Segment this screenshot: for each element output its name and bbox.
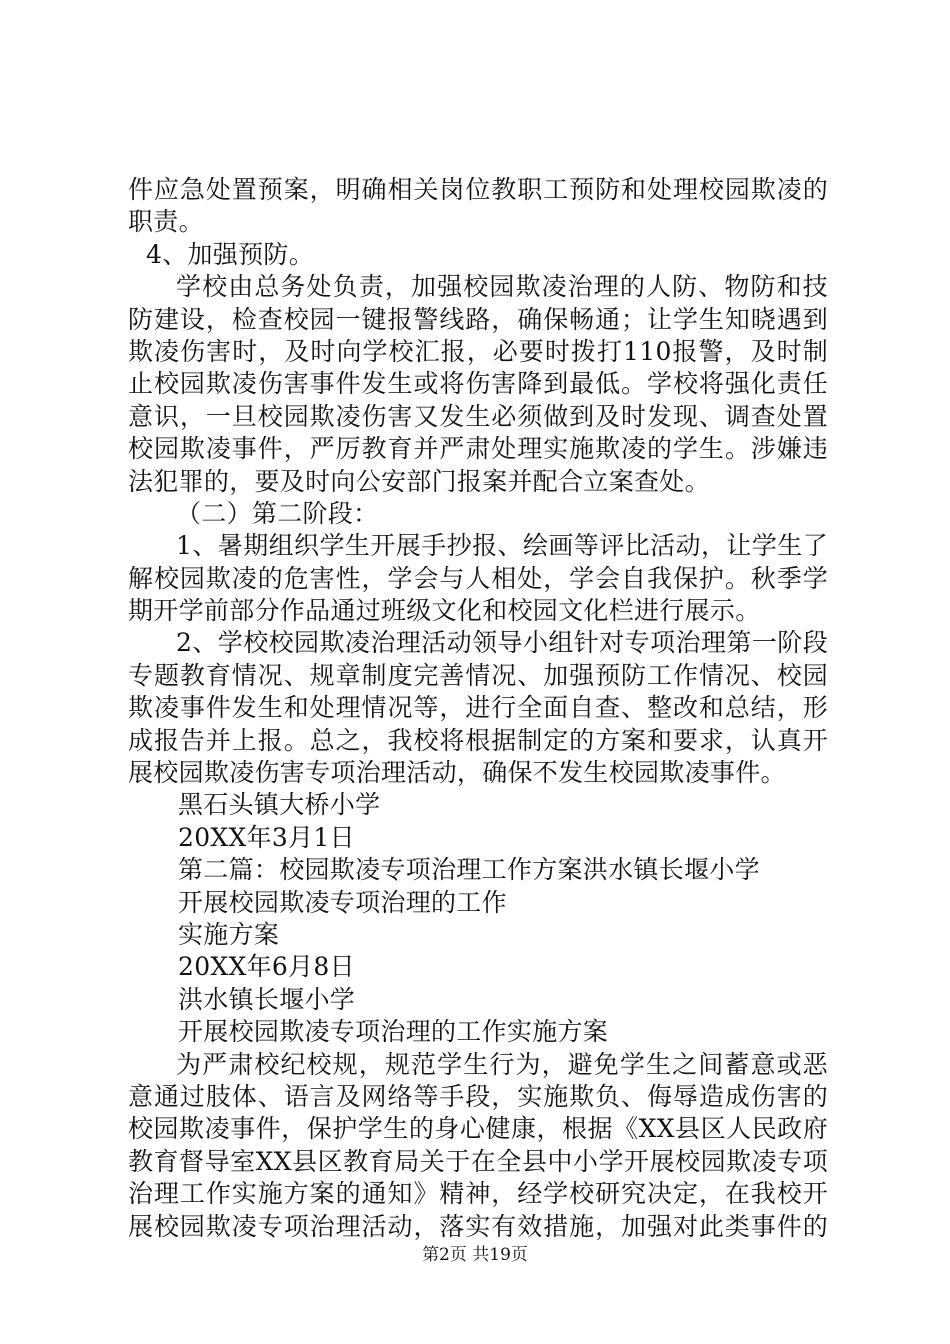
signature-school: 黑石头镇大桥小学 [178, 790, 381, 820]
section-heading: 4、加强预防。 [146, 239, 315, 269]
date-line: 20XX年6月8日 [178, 952, 355, 982]
text-line: 欺凌伤害时，及时向学校汇报，必要时拨打110报警，及时制 [128, 336, 828, 366]
text-line: 专题教育情况、规章制度完善情况、加强预防工作情况、校园 [128, 660, 828, 690]
text-line: 解校园欺凌的危害性，学会与人相处，学会自我保护。秋季学 [128, 563, 828, 593]
school-line: 洪水镇长堰小学 [178, 984, 356, 1014]
text-line: 意识，一旦校园欺凌伤害又发生必须做到及时发现、调查处置 [128, 401, 828, 431]
text-line: 法犯罪的，要及时向公安部门报案并配合立案查处。 [128, 466, 710, 496]
text-line: 校园欺凌事件，严厉教育并严肃处理实施欺凌的学生。涉嫌违 [128, 434, 828, 464]
text-line: 期开学前部分作品通过班级文化和校园文化栏进行展示。 [128, 596, 761, 626]
text-line: 1、暑期组织学生开展手抄报、绘画等评比活动，让学生了 [176, 531, 828, 561]
chapter-title: 第二篇：校园欺凌专项治理工作方案洪水镇长堰小学 [178, 855, 760, 885]
title-line: 实施方案 [178, 919, 280, 949]
text-line: 治理工作实施方案的通知》精神，经学校研究决定，在我校开 [128, 1179, 828, 1209]
body-text [128, 174, 828, 1243]
text-line: 欺凌事件发生和处理情况等，进行全面自查、整改和总结，形 [128, 693, 828, 723]
text-line: 职责。 [128, 207, 204, 237]
text-line: 成报告并上报。总之，我校将根据制定的方案和要求，认真开 [128, 725, 828, 755]
text-line: 防建设，检查校园一键报警线路，确保畅通；让学生知晓遇到 [128, 304, 828, 334]
text-line: 教育督导室XX县区教育局关于在全县中小学开展校园欺凌专项 [128, 1146, 828, 1176]
text-line: 校园欺凌事件，保护学生的身心健康，根据《XX县区人民政府 [128, 1114, 828, 1144]
text-line: 意通过肢体、语言及网络等手段，实施欺负、侮辱造成伤害的 [128, 1081, 828, 1111]
text-line: 为严肃校纪校规，规范学生行为，避免学生之间蓄意或恶 [176, 1049, 828, 1079]
title-line: 开展校园欺凌专项治理的工作实施方案 [178, 1017, 609, 1047]
text-line: 件应急处置预案，明确相关岗位教职工预防和处理校园欺凌的 [128, 175, 828, 204]
section-heading: （二）第二阶段： [176, 498, 379, 528]
signature-date: 20XX年3月1日 [178, 822, 355, 852]
page-number-footer: 第2页 共19页 [422, 1245, 528, 1265]
text-line: 2、学校校园欺凌治理活动领导小组针对专项治理第一阶段 [176, 628, 828, 658]
text-line: 展校园欺凌专项治理活动，落实有效措施，加强对此类事件的 [128, 1211, 828, 1241]
text-line: 止校园欺凌伤害事件发生或将伤害降到最低。学校将强化责任 [128, 369, 828, 399]
text-line: 学校由总务处负责，加强校园欺凌治理的人防、物防和技 [176, 272, 828, 302]
title-line: 开展校园欺凌专项治理的工作 [178, 887, 507, 917]
text-line: 展校园欺凌伤害专项治理活动，确保不发生校园欺凌事件。 [128, 758, 786, 788]
